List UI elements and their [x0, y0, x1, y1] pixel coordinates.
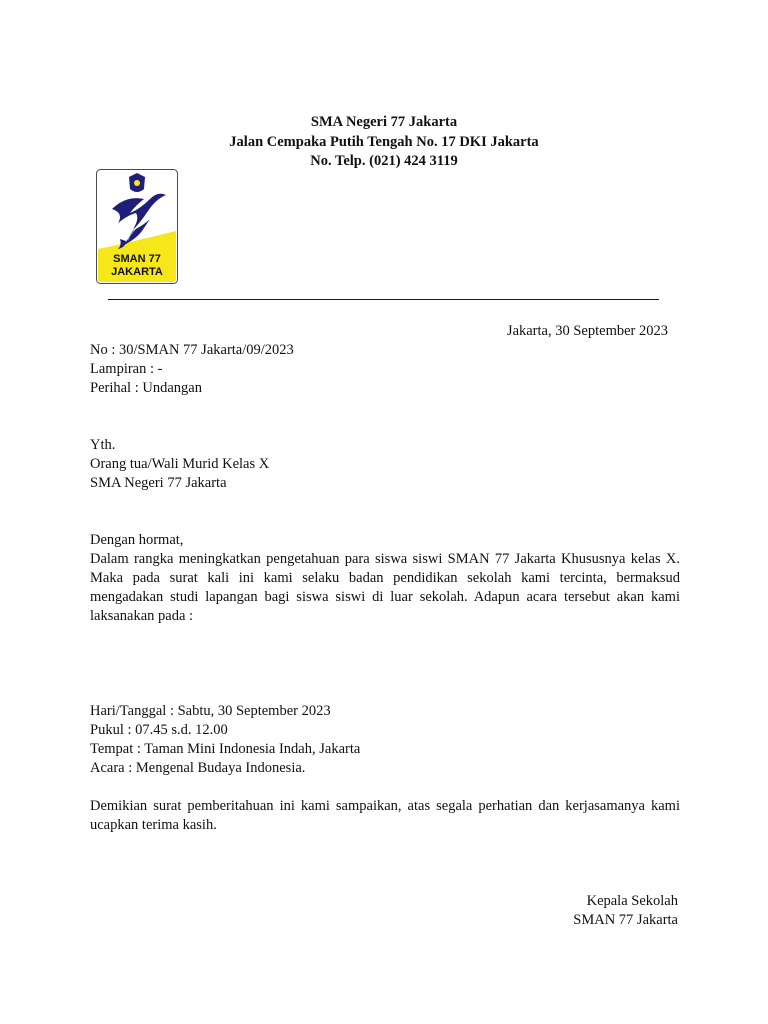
letter-number: No : 30/SMAN 77 Jakarta/09/2023 [90, 342, 294, 358]
greeting: Dengan hormat, [90, 532, 184, 548]
closing-paragraph: Demikian surat pemberitahuan ini kami sampaikan, atas segala perhatian dan kerjasamanya kami ucapkan terima kasih. [90, 798, 680, 833]
logo-text-line1: SMAN 77 [113, 253, 161, 265]
letter-meta [90, 341, 680, 398]
recipient-salutation: Yth. [90, 437, 116, 453]
letterhead-divider [108, 299, 659, 300]
letter-attachment: Lampiran : - [90, 361, 163, 377]
school-logo [96, 169, 178, 284]
logo-text-line2: JAKARTA [111, 266, 163, 278]
letter-subject: Perihal : Undangan [90, 380, 202, 396]
school-address: Jalan Cempaka Putih Tengah No. 17 DKI Jakarta [229, 133, 539, 150]
event-day-date: Hari/Tanggal : Sabtu, 30 September 2023 [90, 703, 331, 719]
event-place: Tempat : Taman Mini Indonesia Indah, Jakarta [90, 741, 361, 757]
event-activity: Acara : Mengenal Budaya Indonesia. [90, 760, 306, 776]
recipient-block [90, 436, 680, 493]
recipient-line2: SMA Negeri 77 Jakarta [90, 475, 227, 491]
body-block [90, 531, 680, 626]
letterhead [0, 113, 768, 172]
signature-school: SMAN 77 Jakarta [573, 912, 678, 928]
recipient-line1: Orang tua/Wali Murid Kelas X [90, 456, 270, 472]
body-paragraph: Dalam rangka meningkatkan pengetahuan para siswa siswi SMAN 77 Jakarta Khususnya kelas X. Maka pada surat kali ini kami selaku badan pendidikan sekolah kami tercinta, bermaksud mengadakan studi lapangan bagi siswa siswi di luar sekolah. Adapun acara tersebut akan kami laksanakan pada : [90, 551, 680, 624]
school-name: SMA Negeri 77 Jakarta [310, 114, 458, 130]
school-phone: No. Telp. (021) 424 3119 [310, 153, 458, 169]
event-details [90, 702, 680, 778]
school-logo-icon [96, 169, 178, 284]
letter-date: Jakarta, 30 September 2023 [506, 323, 668, 339]
signature-title: Kepala Sekolah [586, 893, 678, 909]
signature-block [0, 892, 678, 930]
event-time: Pukul : 07.45 s.d. 12.00 [90, 722, 228, 738]
